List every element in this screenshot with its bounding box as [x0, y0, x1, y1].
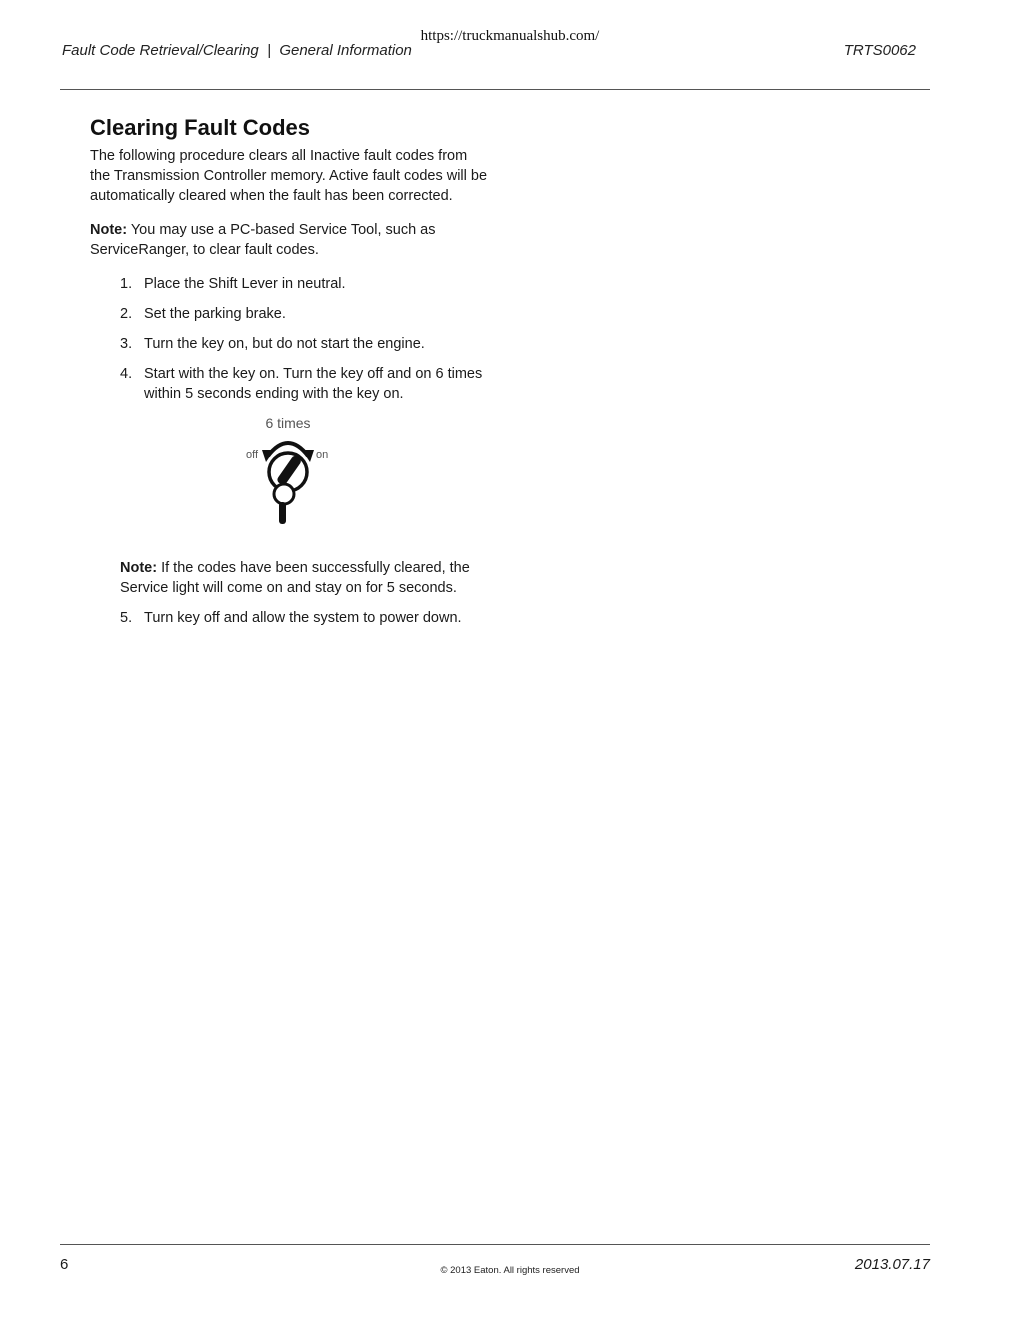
step-number: 2.	[120, 306, 133, 322]
section-title: Clearing Fault Codes	[90, 115, 311, 140]
header-document-code: TRTS0062	[843, 42, 916, 59]
list-item	[90, 304, 490, 324]
intro-paragraph: The following procedure clears all Inactive fault codes from the Transmission Controller memory. Active fault codes will be automatically cleared when the fault has been corrected.	[90, 148, 488, 204]
off-label: off	[245, 449, 258, 461]
ignition-key-icon	[90, 414, 490, 544]
steps-list	[90, 274, 490, 404]
main-content	[90, 114, 490, 638]
steps-list-continued	[90, 608, 490, 628]
on-label: on	[316, 449, 329, 461]
step-number: 5.	[120, 610, 133, 626]
step-text: Turn the key on, but do not start the engine.	[144, 336, 425, 352]
step-number: 1.	[120, 276, 133, 292]
note-label: Note:	[120, 560, 158, 576]
copyright-notice: © 2013 Eaton. All rights reserved	[440, 1265, 580, 1276]
step-number: 4.	[120, 366, 133, 382]
revision-date: 2013.07.17	[854, 1256, 930, 1273]
note-text: If the codes have been successfully cleared, the Service light will come on and stay on for 5 seconds.	[120, 560, 470, 596]
note-label: Note:	[90, 222, 128, 238]
count-label: 6 times	[265, 415, 311, 431]
footer-divider	[60, 1244, 930, 1245]
ignition-key-figure	[90, 414, 490, 544]
list-item	[90, 364, 490, 404]
note-text: You may use a PC-based Service Tool, such as ServiceRanger, to clear fault codes.	[90, 222, 436, 258]
list-item	[90, 274, 490, 294]
page-number: 6	[60, 1256, 69, 1273]
list-item	[90, 608, 490, 628]
step-text: Start with the key on. Turn the key off and on 6 times within 5 seconds ending with the key on.	[144, 366, 483, 402]
step-text: Set the parking brake.	[144, 306, 286, 322]
step-number: 3.	[120, 336, 133, 352]
header-divider	[60, 89, 930, 90]
list-item	[90, 334, 490, 354]
header-section-title: Fault Code Retrieval/Clearing | General Information	[62, 42, 412, 59]
step-text: Place the Shift Lever in neutral.	[144, 276, 346, 292]
note-service-tool	[90, 220, 490, 260]
step-text: Turn key off and allow the system to power down.	[144, 610, 462, 626]
note-codes-cleared	[90, 558, 490, 598]
watermark-url: https://truckmanualshub.com/	[420, 28, 600, 44]
